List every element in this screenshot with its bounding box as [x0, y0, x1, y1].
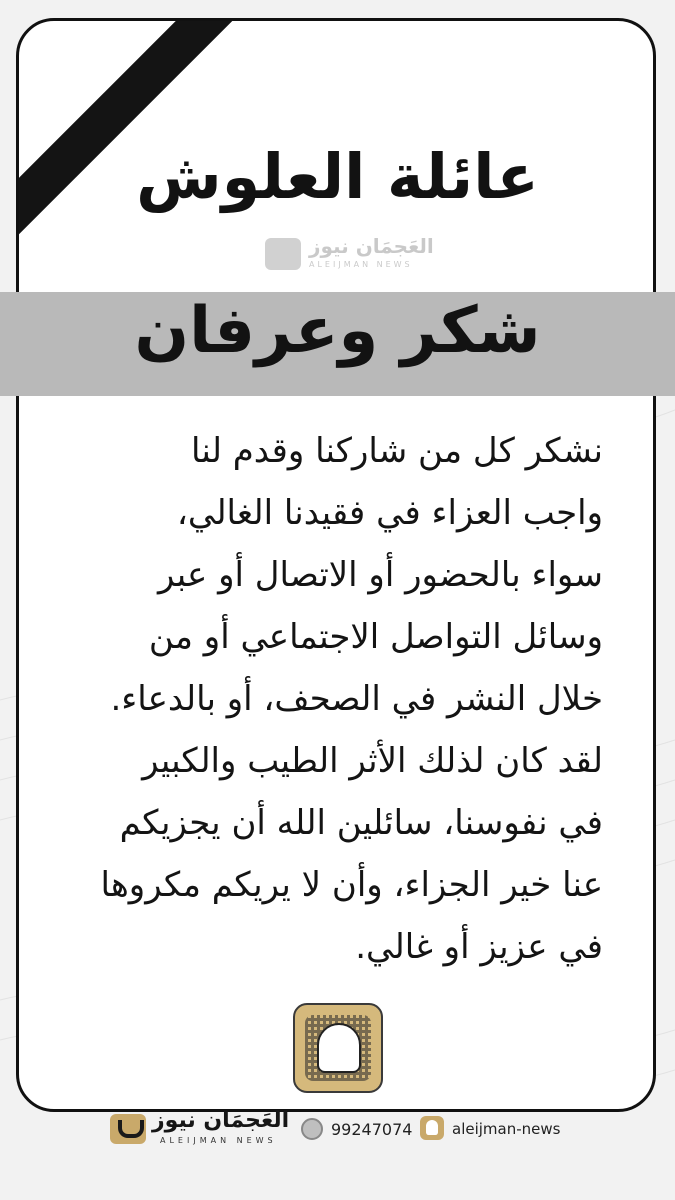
message-line: نشكر كل من شاركنا وقدم لنا — [190, 431, 603, 471]
band-title: شكر وعرفان — [134, 294, 541, 368]
message-line: عنا خير الجزاء، وأن لا يريكم مكروها — [100, 865, 603, 905]
message-line: سواء بالحضور أو الاتصال أو عبر — [157, 555, 603, 595]
footer — [0, 1108, 675, 1148]
message-line: في عزيز أو غالي. — [355, 927, 603, 967]
snapchat-qr-icon — [293, 1003, 383, 1093]
aleijman-logo-icon — [110, 1114, 146, 1144]
thanks-message — [58, 420, 603, 978]
footer-phone[interactable]: 99247074 — [331, 1120, 413, 1139]
message-line: في نفوسنا، سائلين الله أن يجزيكم — [119, 803, 603, 843]
message-line: خلال النشر في الصحف، أو بالدعاء. — [110, 679, 603, 719]
watermark-logo-icon — [265, 238, 301, 270]
footer-brand: العَجمَان نيوز — [152, 1108, 290, 1133]
whatsapp-icon — [301, 1118, 323, 1140]
snapchat-icon — [420, 1116, 444, 1140]
message-line: لقد كان لذلك الأثر الطيب والكبير — [142, 741, 603, 781]
watermark-subtitle: ALEIJMAN NEWS — [309, 260, 413, 269]
footer-brand-subtitle: ALEIJMAN NEWS — [160, 1136, 277, 1145]
family-name-title: عائلة العلوش — [136, 140, 539, 213]
watermark — [265, 236, 465, 286]
watermark-name: العَجمَان نيوز — [309, 234, 434, 258]
snapchat-ghost-icon — [317, 1023, 361, 1073]
message-line: وسائل التواصل الاجتماعي أو من — [148, 617, 603, 657]
message-line: واجب العزاء في فقيدنا الغالي، — [176, 493, 603, 533]
footer-snapchat-handle[interactable]: aleijman-news — [452, 1120, 561, 1138]
